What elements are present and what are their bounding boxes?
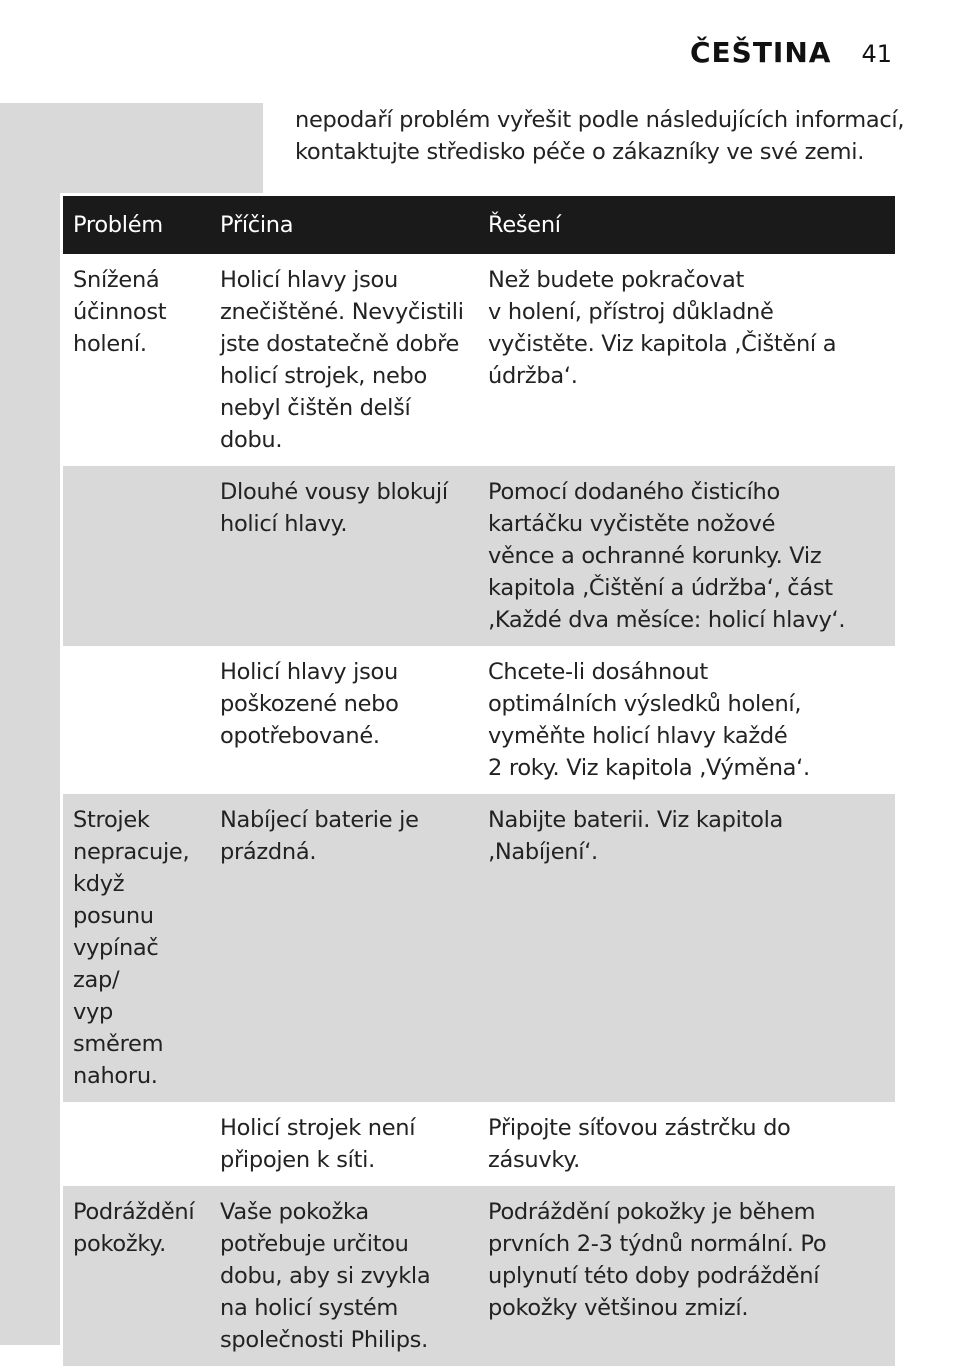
cell-line: optimálních výsledků holení,: [488, 691, 802, 717]
page-header: [690, 36, 892, 69]
cell-line: Připojte síťovou zástrčku do: [488, 1115, 791, 1141]
cell-line: když posunu: [73, 871, 154, 929]
cell-line: Podráždění: [73, 1199, 195, 1225]
cell-line: holicí hlavy.: [220, 511, 348, 537]
cell-problem: [63, 1102, 210, 1186]
cell-problem: [63, 1186, 210, 1366]
table-row: [63, 646, 895, 794]
cell-line: nepracuje,: [73, 839, 190, 865]
intro-line: kontaktujte středisko péče o zákazníky ve své zemi.: [295, 139, 865, 165]
cell-line: účinnost: [73, 299, 167, 325]
cell-line: vyměňte holicí hlavy každé: [488, 723, 788, 749]
cell-line: pokožky většinou zmizí.: [488, 1295, 749, 1321]
cell-line: vypínač zap/: [73, 935, 159, 993]
cell-line: ‚Každé dva měsíce: holicí hlavy‘.: [488, 607, 846, 633]
cell-line: poškozené nebo: [220, 691, 399, 717]
cell-line: Snížená: [73, 267, 160, 293]
cell-line: jste dostatečně dobře: [220, 331, 460, 357]
cell-line: vyčistěte. Viz kapitola ‚Čištění a: [488, 331, 837, 357]
cell-solution: [478, 1186, 895, 1366]
cell-line: potřebuje určitou: [220, 1231, 409, 1257]
cell-line: na holicí systém: [220, 1295, 399, 1321]
cell-line: opotřebované.: [220, 723, 380, 749]
cell-line: 2 roky. Viz kapitola ‚Výměna‘.: [488, 755, 810, 781]
table-body: [63, 254, 895, 1366]
header-cause: Příčina: [210, 196, 478, 254]
table-row: [63, 466, 895, 646]
cell-solution: [478, 794, 895, 1102]
cell-line: holení.: [73, 331, 147, 357]
table-row: [63, 794, 895, 1102]
cell-line: Nabijte baterii. Viz kapitola: [488, 807, 784, 833]
cell-line: Strojek: [73, 807, 150, 833]
cell-cause: [210, 1102, 478, 1186]
cell-line: vyp směrem: [73, 999, 164, 1057]
page-number: 41: [861, 40, 892, 68]
troubleshooting-table-frame: [60, 193, 896, 1368]
table-row: [63, 254, 895, 466]
language-title: ČEŠTINA: [689, 36, 832, 69]
cell-problem: [63, 646, 210, 794]
cell-solution: [478, 466, 895, 646]
cell-line: Dlouhé vousy blokují: [220, 479, 448, 505]
cell-line: znečištěné. Nevyčistili: [220, 299, 464, 325]
cell-line: nebyl čištěn delší dobu.: [220, 395, 411, 453]
cell-line: Chcete-li dosáhnout: [488, 659, 708, 685]
cell-line: údržba‘.: [488, 363, 578, 389]
header-problem: Problém: [63, 196, 210, 254]
cell-problem: [63, 794, 210, 1102]
cell-line: uplynutí této doby podráždění: [488, 1263, 820, 1289]
cell-line: v holení, přístroj důkladně: [488, 299, 774, 325]
table-row: [63, 1186, 895, 1366]
intro-line: nepodaří problém vyřešit podle následujících informací,: [295, 107, 905, 133]
cell-line: Než budete pokračovat: [488, 267, 744, 293]
cell-solution: [478, 1102, 895, 1186]
header-solution: Řešení: [478, 196, 895, 254]
cell-solution: [478, 254, 895, 466]
cell-cause: [210, 794, 478, 1102]
cell-line: Nabíjecí baterie je: [220, 807, 419, 833]
cell-line: prázdná.: [220, 839, 317, 865]
cell-line: zásuvky.: [488, 1147, 580, 1173]
cell-line: Holicí strojek není: [220, 1115, 416, 1141]
troubleshooting-table: [63, 196, 895, 1366]
cell-cause: [210, 254, 478, 466]
cell-line: prvních 2-3 týdnů normální. Po: [488, 1231, 827, 1257]
cell-problem: [63, 466, 210, 646]
cell-cause: [210, 646, 478, 794]
cell-line: dobu, aby si zvykla: [220, 1263, 431, 1289]
intro-paragraph: [295, 104, 915, 168]
cell-line: holicí strojek, nebo: [220, 363, 427, 389]
cell-problem: [63, 254, 210, 466]
cell-line: Holicí hlavy jsou: [220, 267, 398, 293]
cell-line: kapitola ‚Čištění a údržba‘, část: [488, 575, 833, 601]
cell-solution: [478, 646, 895, 794]
cell-line: společnosti Philips.: [220, 1327, 428, 1353]
cell-line: kartáčku vyčistěte nožové: [488, 511, 776, 537]
cell-cause: [210, 466, 478, 646]
cell-line: věnce a ochranné korunky. Viz: [488, 543, 822, 569]
cell-cause: [210, 1186, 478, 1366]
cell-line: nahoru.: [73, 1063, 158, 1089]
table-row: [63, 1102, 895, 1186]
cell-line: Pomocí dodaného čisticího: [488, 479, 780, 505]
cell-line: Vaše pokožka: [220, 1199, 369, 1225]
cell-line: pokožky.: [73, 1231, 166, 1257]
cell-line: ‚Nabíjení‘.: [488, 839, 598, 865]
cell-line: připojen k síti.: [220, 1147, 375, 1173]
table-header-row: [63, 196, 895, 254]
cell-line: Podráždění pokožky je během: [488, 1199, 816, 1225]
cell-line: Holicí hlavy jsou: [220, 659, 398, 685]
